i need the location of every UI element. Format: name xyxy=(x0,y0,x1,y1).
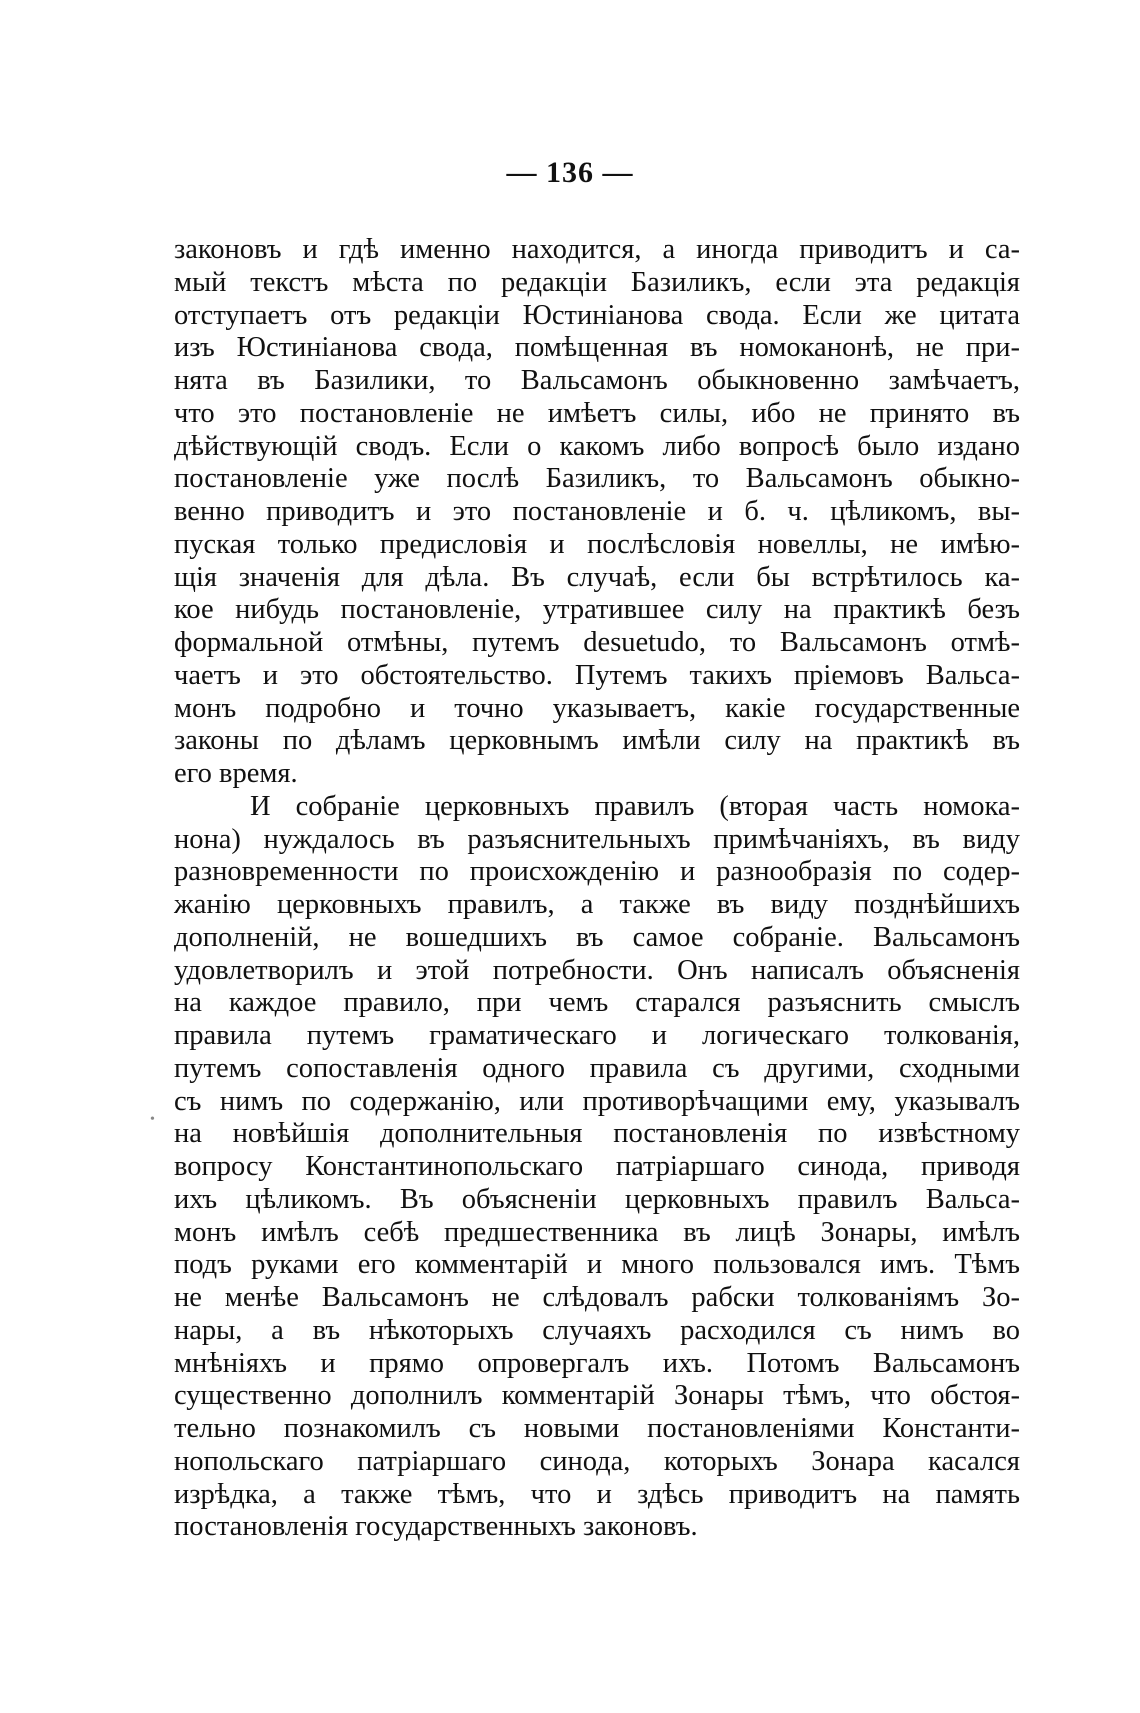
text-line: ихъ цѣликомъ. Въ объясненіи церковныхъ правилъ Вальса- xyxy=(174,1183,1020,1215)
text-line: правила путемъ граматическаго и логическаго толкованія, xyxy=(174,1020,1020,1051)
text-line: удовлетворилъ и этой потребности. Онъ написалъ объясненія xyxy=(174,954,1020,986)
text-line: пуская только предисловія и послѣсловія новеллы, не имѣю- xyxy=(174,528,1020,560)
text-line: постановленія государственныхъ законовъ. xyxy=(174,1511,698,1543)
text-line: изъ Юстиніанова свода, помѣщенная въ номоканонѣ, не при- xyxy=(174,332,1020,364)
text-line: дѣйствующій сводъ. Если о какомъ либо вопросѣ было издано xyxy=(174,430,1020,462)
margin-dot: • xyxy=(150,1112,155,1127)
text-line: монъ имѣлъ себѣ предшественника въ лицѣ Зонары, имѣлъ xyxy=(174,1216,1020,1248)
text-line: нята въ Базилики, то Вальсамонъ обыкновенно замѣчаетъ, xyxy=(174,365,1020,396)
text-line: нары, а въ нѣкоторыхъ случаяхъ расходился съ нимъ во xyxy=(174,1314,1020,1346)
text-line: разновременности по происхожденію и разнообразія по содер- xyxy=(174,856,1020,888)
text-line: его время. xyxy=(174,758,298,789)
text-line: нона) нуждалось въ разъяснительныхъ примѣчаніяхъ, въ виду xyxy=(174,823,1020,855)
text-line: тельно познакомилъ съ новыми постановленіями Константи- xyxy=(174,1413,1020,1444)
paragraph-1 xyxy=(174,234,1020,791)
text-line: отступаетъ отъ редакціи Юстиніанова свода. Если же цитата xyxy=(174,299,1020,331)
text-line: формальной отмѣны, путемъ desuetudo, то Вальсамонъ отмѣ- xyxy=(174,627,1020,658)
text-line: подъ руками его комментарій и много пользовался имъ. Тѣмъ xyxy=(174,1249,1020,1281)
text-line: путемъ сопоставленія одного правила съ другими, сходными xyxy=(174,1052,1020,1084)
body-text xyxy=(174,234,1020,1544)
text-line: не менѣе Вальсамонъ не слѣдовалъ рабски толкованіямъ Зо- xyxy=(174,1282,1020,1313)
text-line: щія значенія для дѣла. Въ случаѣ, если бы встрѣтилось ка- xyxy=(174,561,1020,593)
text-line: изрѣдка, а также тѣмъ, что и здѣсь приводитъ на память xyxy=(174,1478,1020,1510)
text-line: законы по дѣламъ церковнымъ имѣли силу на практикѣ въ xyxy=(174,725,1020,757)
text-line: постановленіе уже послѣ Базиликъ, то Вальсамонъ обыкно- xyxy=(174,463,1020,495)
text-line: И собраніе церковныхъ правилъ (вторая часть номока- xyxy=(250,790,1020,822)
text-line: законовъ и гдѣ именно находится, а иногда приводитъ и са- xyxy=(174,234,1020,265)
text-line: на каждое правило, при чемъ старался разъяснить смыслъ xyxy=(174,987,1020,1019)
text-line: жанію церковныхъ правилъ, а также въ виду позднѣйшихъ xyxy=(174,889,1020,920)
text-line: мнѣніяхъ и прямо опровергалъ ихъ. Потомъ Вальсамонъ xyxy=(174,1347,1020,1379)
text-line: монъ подробно и точно указываетъ, какіе государственные xyxy=(174,692,1020,724)
text-line: существенно дополнилъ комментарій Зонары тѣмъ, что обстоя- xyxy=(174,1380,1020,1412)
text-line: мый текстъ мѣста по редакціи Базиликъ, если эта редакція xyxy=(174,266,1020,298)
text-line: кое нибудь постановленіе, утратившее силу на практикѣ безъ xyxy=(174,594,1020,626)
paragraph-2 xyxy=(174,791,1020,1544)
text-line: дополненій, не вошедшихъ въ самое собраніе. Вальсамонъ xyxy=(174,921,1020,953)
text-line: вопросу Константинопольскаго патріаршаго синода, приводя xyxy=(174,1151,1020,1182)
text-line: чаетъ и это обстоятельство. Путемъ такихъ пріемовъ Вальса- xyxy=(174,659,1020,691)
page-number: — 136 — xyxy=(506,156,634,189)
text-line: на новѣйшія дополнительныя постановленія по извѣстному xyxy=(174,1118,1020,1150)
text-line: съ нимъ по содержанію, или противорѣчащими ему, указывалъ xyxy=(174,1085,1020,1117)
text-line: венно приводитъ и это постановленіе и б. ч. цѣликомъ, вы- xyxy=(174,496,1020,527)
text-line: нопольскаго патріаршаго синода, которыхъ Зонара касался xyxy=(174,1445,1020,1477)
text-line: что это постановленіе не имѣетъ силы, ибо не принято въ xyxy=(174,397,1020,429)
